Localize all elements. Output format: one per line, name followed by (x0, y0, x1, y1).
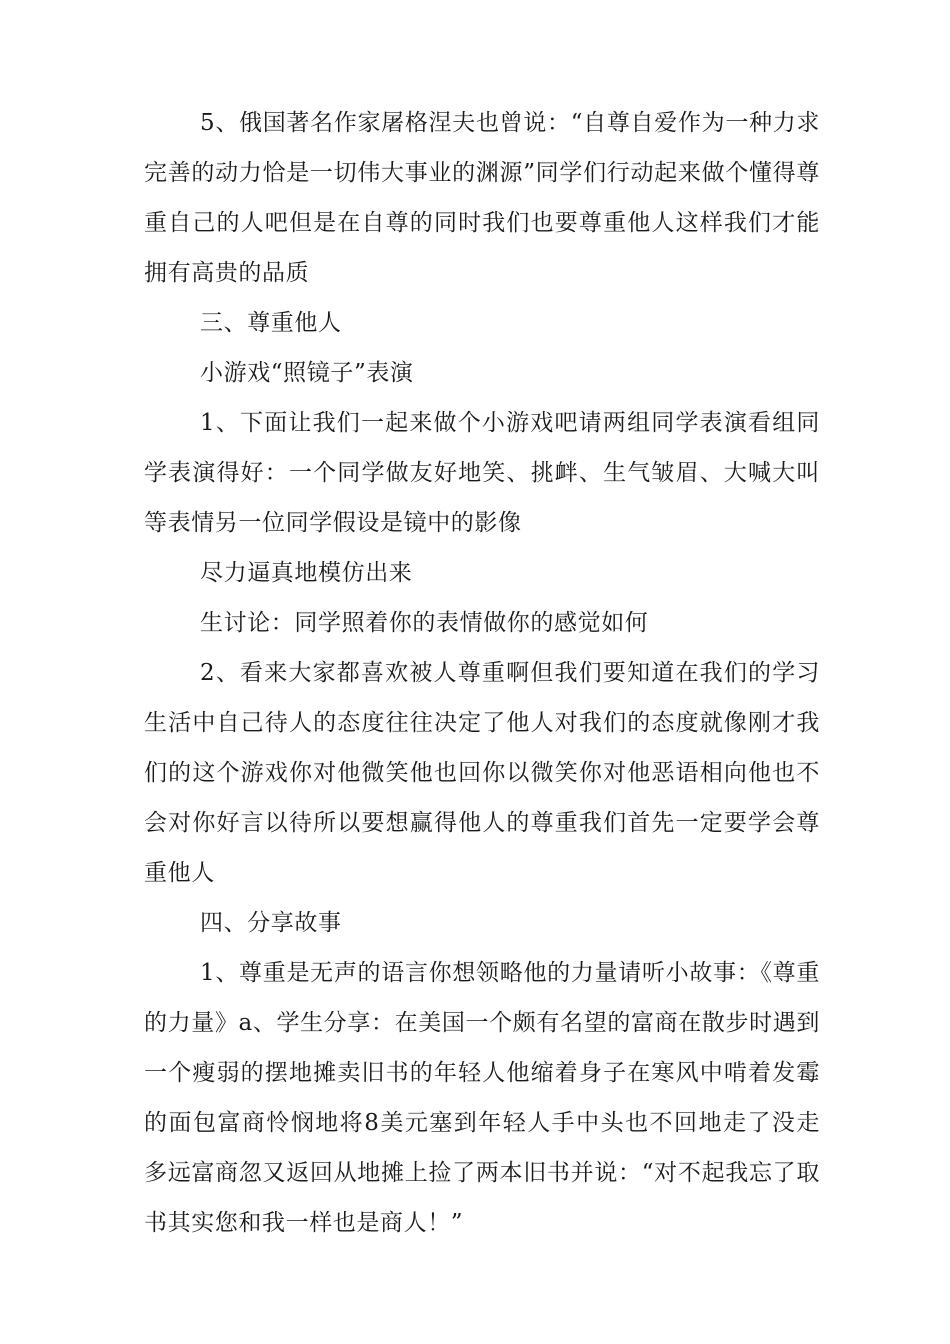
paragraph-respect-explanation: 2、看来大家都喜欢被人尊重啊但我们要知道在我们的学习生活中自己待人的态度往往决定了他人对我们的态度就像刚才我们的这个游戏你对他微笑他也回你以微笑你对他恶语相向他也不会对你好言以待所以要想赢得他人的尊重我们首先一定要学会尊重他人 (144, 660, 820, 886)
section-heading-share-story: 四、分享故事 (200, 910, 342, 936)
paragraph-story: 1、尊重是无声的语言你想领略他的力量请听小故事：《尊重的力量》a、学生分享：在美国一个颇有名望的富商在散步时遇到一个瘦弱的摆地摊卖旧书的年轻人他缩着身子在寒风中啃着发霉的面包富商怜悯地将8美元塞到年轻人手中头也不回地走了没走多远富商忽又返回从地摊上捡了两本旧书并说：“对不起我忘了取书其实您和我一样也是商人！” (144, 960, 820, 1236)
paragraph-mirror-game-title: 小游戏“照镜子”表演 (200, 360, 414, 386)
paragraph-imitate: 尽力逼真地模仿出来 (200, 560, 413, 586)
document-body (144, 98, 820, 1248)
section-heading-respect-others: 三、尊重他人 (200, 310, 342, 336)
paragraph-discussion: 生讨论：同学照着你的表情做你的感觉如何 (200, 610, 649, 636)
paragraph-game-instructions: 1、下面让我们一起来做个小游戏吧请两组同学表演看组同学表演得好：一个同学做友好地笑、挑衅、生气皱眉、大喊大叫等表情另一位同学假设是镜中的影像 (144, 410, 820, 536)
paragraph-quote-turgenev: 5、俄国著名作家屠格涅夫也曾说：“自尊自爱作为一种力求完善的动力恰是一切伟大事业的渊源”同学们行动起来做个懂得尊重自己的人吧但是在自尊的同时我们也要尊重他人这样我们才能拥有高贵的品质 (144, 110, 820, 286)
